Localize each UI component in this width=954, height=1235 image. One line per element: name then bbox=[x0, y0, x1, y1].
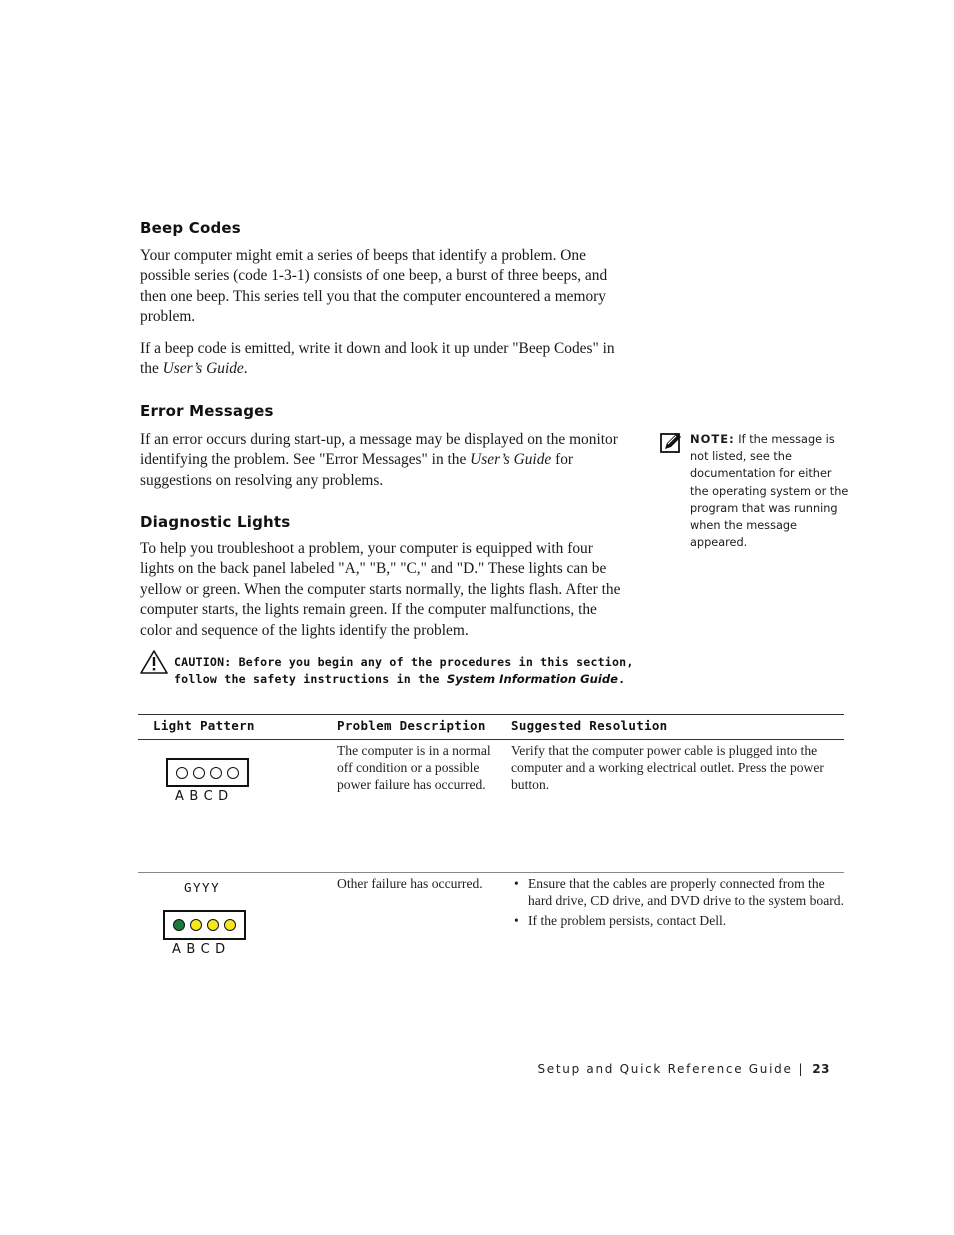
warning-triangle-icon bbox=[140, 650, 168, 679]
note-label: NOTE: bbox=[690, 432, 735, 446]
caution-text bbox=[174, 654, 644, 688]
suggested-resolution-list bbox=[511, 875, 844, 932]
caution-body: CAUTION: Before you begin any of the procedures in this section, follow the safety instructions in the bbox=[174, 655, 634, 686]
light-b bbox=[190, 919, 202, 931]
note-text bbox=[690, 431, 850, 551]
problem-description-cell: Other failure has occurred. bbox=[337, 876, 483, 891]
users-guide-ref: User’s Guide bbox=[470, 451, 552, 469]
error-messages-heading: Error Messages bbox=[140, 402, 274, 420]
beep-lookup-end: . bbox=[243, 360, 248, 378]
suggested-resolution-cell: Verify that the computer power cable is plugged into the computer and a working electrical outlet. Press the power button. bbox=[511, 743, 824, 792]
light-d bbox=[224, 919, 236, 931]
light-c bbox=[207, 919, 219, 931]
note-body: If the message is not listed, see the documentation for either the operating system or the program that was running when the message appeared. bbox=[690, 433, 849, 550]
footer-separator: | bbox=[798, 1062, 805, 1076]
light-pattern-diagram bbox=[166, 758, 249, 787]
footer-title: Setup and Quick Reference Guide bbox=[537, 1062, 793, 1076]
system-info-guide-ref: System Information Guide bbox=[446, 672, 619, 686]
caution-end: . bbox=[618, 672, 626, 686]
problem-description-cell: The computer is in a normal off condition or a possible power failure has occurred. bbox=[337, 743, 491, 792]
table-row-rule bbox=[138, 872, 844, 873]
header-problem-description: Problem Description bbox=[337, 718, 486, 733]
diagnostic-lights-paragraph: To help you troubleshoot a problem, your computer is equipped with four lights on the back panel labeled "A," "B," "C," and "D." These lights can be yellow or green. When the computer starts normally, the lights flash. After the computer starts, the lights remain green. If the computer malfunctions, the color and sequence of the lights identify the problem. bbox=[140, 540, 621, 639]
list-item: • If the problem persists, contact Dell. bbox=[511, 912, 844, 929]
light-a bbox=[176, 767, 188, 779]
list-item: • Ensure that the cables are properly connected from the hard drive, CD drive, and DVD drive to the system board. bbox=[511, 875, 844, 909]
pattern-code-label: GYYY bbox=[184, 880, 221, 895]
page-footer bbox=[537, 1062, 830, 1076]
beep-codes-paragraph: Your computer might emit a series of beeps that identify a problem. One possible series (code 1-3-1) consists of one beep, a burst of three beeps, and then one beep. This series tell you that the computer encountered a memory problem. bbox=[140, 247, 608, 326]
light-letters: ABCD bbox=[172, 942, 231, 957]
light-d bbox=[227, 767, 239, 779]
table-top-rule bbox=[138, 714, 844, 715]
light-b bbox=[193, 767, 205, 779]
page-number: 23 bbox=[812, 1062, 830, 1076]
table-header-rule bbox=[138, 739, 844, 740]
error-text: If an error occurs during start-up, a message may be displayed on the monitor identifying the problem. See "Error Messages" in the bbox=[140, 431, 618, 469]
header-light-pattern: Light Pattern bbox=[153, 718, 255, 733]
diagnostic-lights-heading: Diagnostic Lights bbox=[140, 513, 291, 531]
users-guide-ref: User’s Guide bbox=[162, 360, 244, 378]
pencil-note-icon bbox=[660, 433, 682, 458]
beep-codes-lookup-paragraph bbox=[140, 339, 630, 380]
beep-lookup-text: If a beep code is emitted, write it down and look it up under "Beep Codes" in the bbox=[140, 340, 615, 378]
error-messages-paragraph bbox=[140, 430, 630, 491]
error-text-end: for suggestions on resolving any problems. bbox=[140, 451, 574, 489]
light-a bbox=[173, 919, 185, 931]
beep-codes-heading: Beep Codes bbox=[140, 219, 241, 237]
light-pattern-diagram bbox=[163, 910, 246, 940]
header-suggested-resolution: Suggested Resolution bbox=[511, 718, 668, 733]
light-c bbox=[210, 767, 222, 779]
light-letters: ABCD bbox=[175, 789, 234, 804]
